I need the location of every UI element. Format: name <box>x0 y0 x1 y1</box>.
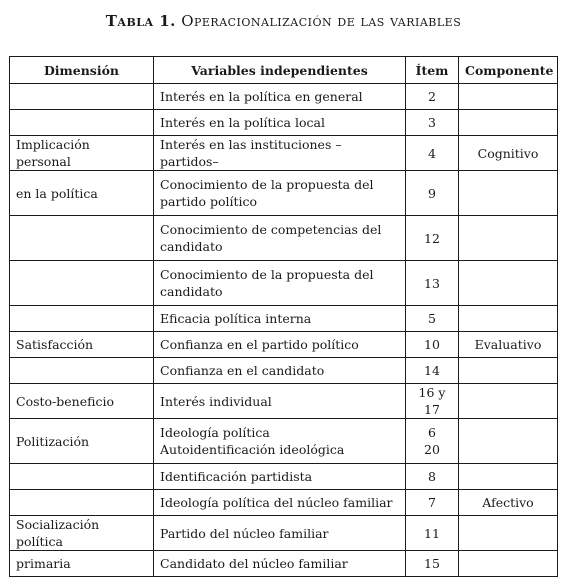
table-row <box>10 384 558 419</box>
cell-component <box>459 464 558 490</box>
table-row <box>10 261 558 306</box>
cell-item <box>406 216 459 261</box>
cell-variables <box>154 261 406 306</box>
variable-text: Ideología política <box>160 425 270 440</box>
cell-item <box>406 419 459 464</box>
table-row <box>10 171 558 216</box>
variable-text: Confianza en el candidato <box>160 363 325 378</box>
cell-item <box>406 84 459 110</box>
cell-item <box>406 171 459 216</box>
cell-item <box>406 384 459 419</box>
cell-item <box>406 136 459 171</box>
table-label: Tabla 1. <box>105 12 176 30</box>
table-row <box>10 419 558 464</box>
item-number: 12 <box>424 230 440 246</box>
cell-item <box>406 490 459 516</box>
item-number: 2 <box>428 89 436 104</box>
header-item: Ítem <box>406 57 459 84</box>
variable-text: Conocimiento de la propuesta del partido político <box>160 177 374 209</box>
cell-variables <box>154 332 406 358</box>
variable-text: Interés en la política en general <box>160 89 363 104</box>
cell-variables <box>154 216 406 261</box>
cell-component: Cognitivo <box>459 136 558 171</box>
cell-item <box>406 306 459 332</box>
header-row <box>10 57 558 84</box>
item-number: 6 <box>428 425 436 440</box>
cell-item <box>406 261 459 306</box>
cell-dimension <box>10 216 154 261</box>
cell-item <box>406 464 459 490</box>
item-number: 15 <box>424 556 440 571</box>
cell-variables <box>154 171 406 216</box>
item-number: 7 <box>428 495 436 510</box>
table-body <box>10 84 558 577</box>
cell-dimension <box>10 358 154 384</box>
variable-text: Interés en la política local <box>160 115 325 130</box>
table-caption <box>0 12 567 30</box>
cell-item <box>406 110 459 136</box>
cell-dimension <box>10 110 154 136</box>
item-number: 3 <box>428 115 436 130</box>
item-number: 8 <box>428 469 436 484</box>
table-row <box>10 216 558 261</box>
item-number: 9 <box>428 185 436 201</box>
variable-text: Confianza en el partido político <box>160 337 359 352</box>
cell-component <box>459 384 558 419</box>
cell-variables <box>154 84 406 110</box>
cell-dimension <box>10 261 154 306</box>
item-number: 14 <box>424 363 440 378</box>
header-dimension: Dimensión <box>10 57 154 84</box>
cell-variables <box>154 136 406 171</box>
cell-variables <box>154 516 406 551</box>
cell-component <box>459 110 558 136</box>
cell-variables <box>154 110 406 136</box>
table-row <box>10 136 558 171</box>
cell-item <box>406 551 459 577</box>
cell-dimension: Socialización política <box>10 516 154 551</box>
variable-text: Candidato del núcleo familiar <box>160 556 348 571</box>
item-number: 4 <box>428 145 436 161</box>
cell-component: Evaluativo <box>459 332 558 358</box>
table-row <box>10 110 558 136</box>
cell-dimension: Politización <box>10 419 154 464</box>
cell-component <box>459 419 558 464</box>
cell-variables <box>154 306 406 332</box>
variable-text: Interés en las instituciones –partidos– <box>160 137 342 169</box>
cell-dimension <box>10 84 154 110</box>
variable-text: Interés individual <box>160 393 272 409</box>
table-row <box>10 464 558 490</box>
cell-variables <box>154 551 406 577</box>
cell-component <box>459 551 558 577</box>
cell-variables <box>154 384 406 419</box>
table-row <box>10 490 558 516</box>
cell-component: Afectivo <box>459 490 558 516</box>
cell-dimension <box>10 464 154 490</box>
cell-variables <box>154 419 406 464</box>
header-component: Componente <box>459 57 558 84</box>
header-variables: Variables independientes <box>154 57 406 84</box>
cell-dimension: Implicación personal <box>10 136 154 171</box>
cell-dimension <box>10 490 154 516</box>
cell-component <box>459 358 558 384</box>
item-number: 13 <box>424 275 440 291</box>
table-row <box>10 306 558 332</box>
cell-dimension <box>10 306 154 332</box>
table-row <box>10 516 558 551</box>
cell-component <box>459 261 558 306</box>
cell-component <box>459 306 558 332</box>
variable-text: Identificación partidista <box>160 469 313 484</box>
cell-item <box>406 516 459 551</box>
variable-text: Eficacia política interna <box>160 311 312 326</box>
cell-dimension: Satisfacción <box>10 332 154 358</box>
cell-component <box>459 171 558 216</box>
item-number: 11 <box>424 525 440 541</box>
table-row <box>10 358 558 384</box>
variable-text: Conocimiento de la propuesta del candidato <box>160 267 374 299</box>
cell-variables <box>154 490 406 516</box>
cell-dimension: primaria <box>10 551 154 577</box>
cell-dimension: Costo-beneficio <box>10 384 154 419</box>
table-row <box>10 551 558 577</box>
cell-variables <box>154 464 406 490</box>
table-row <box>10 332 558 358</box>
cell-item <box>406 332 459 358</box>
variable-text: Ideología política del núcleo familiar <box>160 495 393 510</box>
table-row <box>10 84 558 110</box>
item-number: 10 <box>424 337 440 352</box>
item-number: 16 y 17 <box>418 385 446 417</box>
cell-item <box>406 358 459 384</box>
table-title: Operacionalización de las variables <box>181 12 462 30</box>
cell-dimension: en la política <box>10 171 154 216</box>
cell-component <box>459 216 558 261</box>
cell-variables <box>154 358 406 384</box>
operationalization-table <box>9 56 558 577</box>
item-number: 20 <box>424 442 440 457</box>
variable-text: Autoidentificación ideológica <box>160 442 345 457</box>
variable-text: Conocimiento de competencias del candidato <box>160 222 382 254</box>
cell-component <box>459 516 558 551</box>
variable-text: Partido del núcleo familiar <box>160 525 329 541</box>
item-number: 5 <box>428 311 436 326</box>
cell-component <box>459 84 558 110</box>
